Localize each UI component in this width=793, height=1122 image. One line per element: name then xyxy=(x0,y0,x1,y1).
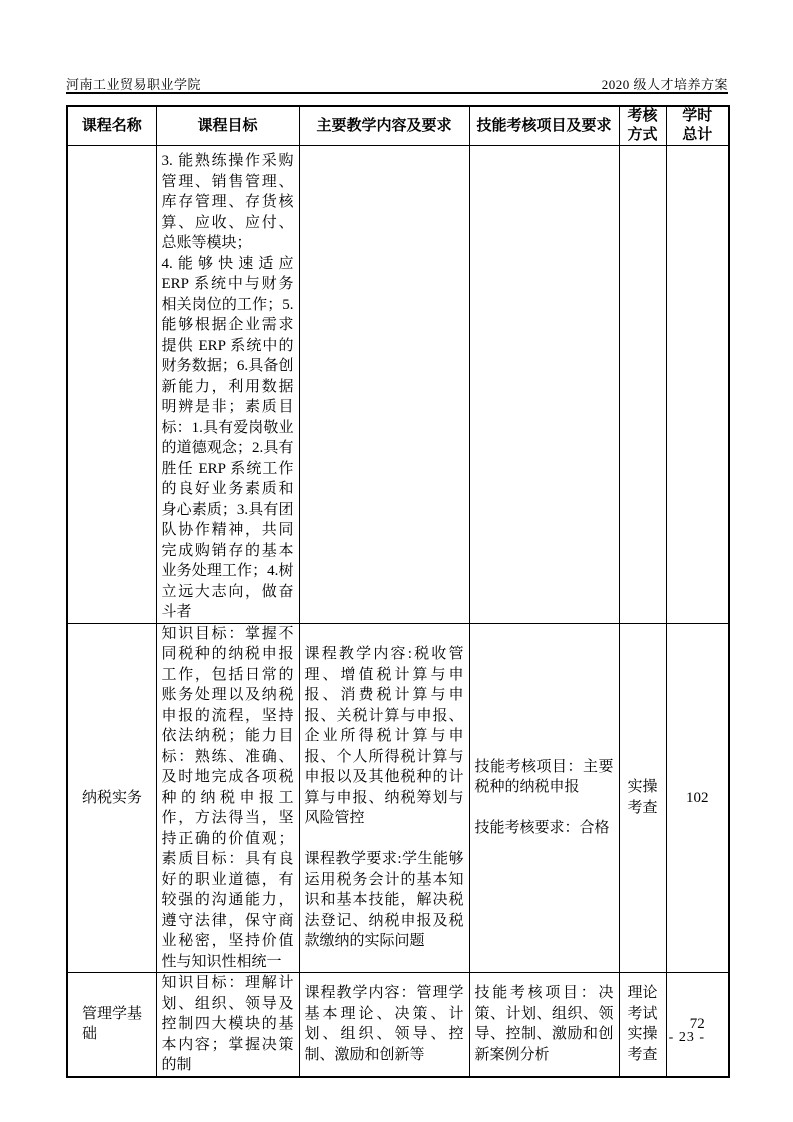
table-row-erp-continuation xyxy=(67,146,729,624)
running-head-institution: 河南工业贸易职业学院 xyxy=(66,77,202,92)
column-header-assessment-method: 考核 方式 xyxy=(619,106,666,146)
table-row-management-basics xyxy=(67,973,729,1077)
cell-total-hours: 72 xyxy=(666,973,729,1077)
table-row-tax-practice xyxy=(67,623,729,973)
cell-teaching-content: 课程教学内容:税收管理、增值税计算与申报、消费税计算与申报、关税计算与申报、企业所得税计算与申报、个人所得税计算与申报以及其他税种的计算与申报、纳税筹划与风险管控 课程教学要求:学生能够运用税务会计的基本知识和基本技能，解决税法登记、纳税申报及税款缴纳的实际问题 xyxy=(299,623,469,973)
cell-total-hours xyxy=(666,146,729,624)
header-rule xyxy=(66,92,728,94)
cell-course-name xyxy=(67,146,156,624)
column-header-course-objectives: 课程目标 xyxy=(156,106,299,146)
cell-course-name: 纳税实务 xyxy=(67,623,156,973)
course-table xyxy=(66,105,730,1078)
cell-course-name: 管理学基础 xyxy=(67,973,156,1077)
cell-assessment-method: 实操考查 xyxy=(619,623,666,973)
page-number: - 23 - xyxy=(668,1030,705,1045)
cell-course-objectives: 知识目标：理解计划、组织、领导及控制四大模块的基本内容；掌握决策的制 xyxy=(156,973,299,1077)
cell-skill-assessment xyxy=(469,146,619,624)
column-header-teaching-content: 主要教学内容及要求 xyxy=(299,106,469,146)
cell-teaching-content xyxy=(299,146,469,624)
cell-skill-assessment: 技能考核项目：主要税种的纳税申报 技能考核要求：合格 xyxy=(469,623,619,973)
running-head-plan-title: 2020 级人才培养方案 xyxy=(601,77,728,92)
cell-total-hours: 102 xyxy=(666,623,729,973)
cell-teaching-content: 课程教学内容：管理学基本理论、决策、计划、组织、领导、控制、激励和创新等 xyxy=(299,973,469,1077)
cell-skill-assessment: 技能考核项目：决策、计划、组织、领导、控制、激励和创新案例分析 xyxy=(469,973,619,1077)
cell-assessment-method: 理论考试 实操考查 xyxy=(619,973,666,1077)
column-header-skill-assessment: 技能考核项目及要求 xyxy=(469,106,619,146)
cell-course-objectives: 知识目标：掌握不同税种的纳税申报工作，包括日常的账务处理以及纳税申报的流程，坚持依法纳税；能力目标：熟练、准确、及时地完成各项税种的纳税申报工作，方法得当，坚持正确的价值观；素质目标：具有良好的职业道德，有较强的沟通能力，遵守法律，保守商业秘密，坚持价值性与知识性相统一 xyxy=(156,623,299,973)
column-header-course-name: 课程名称 xyxy=(67,106,156,146)
cell-course-objectives: 3. 能熟练操作采购管理、销售管理、库存管理、存货核算、应收、应付、总账等模块； 4.能够快速适应 ERP 系统中与财务相关岗位的工作；5. 能够根据企业需求提供 ERP 系统中的财务数据；6.具备创新能力，利用数据明辨是非；素质目标：1.具有爱岗敬业的道德观念；2.具有胜任 ERP 系统工作的良好业务素质和身心素质；3.具有团队协作精神，共同完成购销存的基本业务处理工作；4.树立远大志向，做奋斗者 xyxy=(156,146,299,624)
column-header-total-hours: 学时 总计 xyxy=(666,106,729,146)
cell-assessment-method xyxy=(619,146,666,624)
table-header-row xyxy=(67,106,729,146)
